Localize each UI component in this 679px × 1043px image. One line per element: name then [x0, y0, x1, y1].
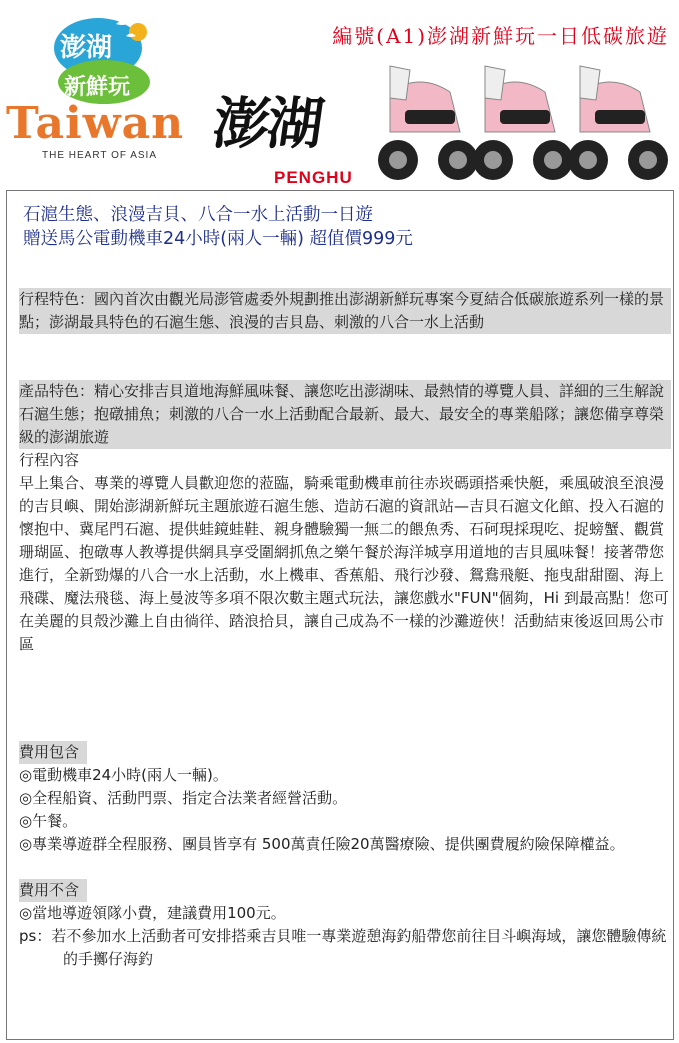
excluded-item: ◎當地導遊領隊小費，建議費用100元。 [19, 904, 286, 922]
ps-note: ps：若不參加水上活動者可安排搭乘吉貝唯一專業遊憩海釣船帶您前往目斗嶼海域，讓您體驗傳統的手擲仔海釣 [19, 927, 667, 968]
itinerary-content-body: 早上集合、專業的導覽人員歡迎您的蒞臨，騎乘電動機車前往赤崁碼頭搭乘快艇，乘風破浪至浪漫的吉貝嶼、開始澎湖新鮮玩主題旅遊石滬生態、造訪石滬的資訊站—吉貝石滬文化館、投入石滬的懷抱中、冀尾門石滬、提供蛙鏡蛙鞋、親身體驗獨一無二的餵魚秀、石砢現採現吃、捉螃蟹、觀賞珊瑚區、抱礅專人教導提供網具享受圍網抓魚之樂午餐於海洋城享用道地的吉貝風味餐！接著帶您進行，全新勁爆的八合一水上活動，水上機車、香蕉船、飛行沙發、鴛鴦飛艇、拖曳甜甜圈、海上飛碟、魔法飛毯、海上曼波等多項不限次數主題式玩法，讓您戲水"FUN"個夠，Hi 到最高點！您可在美麗的貝殼沙灘上自由徜徉、踏浪拾貝，讓自己成為不一樣的沙灘遊俠！活動結束後返回馬公市區 [19, 474, 669, 653]
scooter-icon [378, 66, 478, 180]
scooters-image-icon [370, 52, 679, 192]
included-item: ◎午餐。 [19, 812, 78, 830]
penghu-fun-logo-icon [46, 14, 156, 106]
logo-cn-bottom: 新鮮玩 [64, 75, 131, 100]
tour-content-box [6, 190, 674, 1040]
product-features: 產品特色：精心安排吉貝道地海鮮風味餐、讓您吃出澎湖味、最熱情的導覽人員、詳細的三生解說石滬生態；抱礅捕魚；刺激的八合一水上活動配合最新、最大、最安全的專業船隊；讓您備享尊榮級的澎湖旅遊 [19, 380, 671, 449]
page-header [0, 0, 679, 190]
logo-taiwan-text: Taiwan [6, 98, 185, 149]
logo-cn-top: 澎湖 [60, 33, 113, 63]
page-title: 編號(A1)澎湖新鮮玩一日低碳旅遊 [332, 24, 669, 48]
itinerary-features: 行程特色：國內首次由觀光局澎管處委外規劃推出澎湖新鮮玩專案今夏結合低碳旅遊系列一樣的景點；澎湖最具特色的石滬生態、浪漫的吉貝島、刺激的八合一水上活動 [19, 288, 671, 334]
penghu-english: PENGHU [274, 168, 353, 187]
penghu-calligraphy: 澎湖 [208, 91, 327, 157]
intro-line-1: 石滬生態、浪漫吉貝、八合一水上活動一日遊 [23, 205, 373, 225]
taiwan-logo [6, 14, 191, 164]
fees-excluded-heading: 費用不含 [19, 879, 87, 902]
included-item: ◎電動機車24小時(兩人一輛)。 [19, 766, 228, 784]
fees-excluded [19, 879, 671, 971]
intro-line-2: 贈送馬公電動機車24小時(兩人一輛) 超值價999元 [23, 229, 413, 249]
fees-included-heading: 費用包含 [19, 741, 87, 764]
itinerary-content-heading: 行程內容 [19, 451, 80, 469]
scooter-icon [568, 66, 668, 180]
fees-included [19, 741, 671, 856]
included-item: ◎全程船資、活動門票、指定合法業者經營活動。 [19, 789, 348, 807]
intro-block [23, 203, 663, 251]
included-item: ◎專業導遊群全程服務、團員皆享有 500萬責任險20萬醫療險、提供團費履約險保障權益。 [19, 835, 625, 853]
itinerary-content [19, 449, 671, 656]
scooter-icon [473, 66, 573, 180]
logo-subtitle: THE HEART OF ASIA [42, 150, 157, 161]
